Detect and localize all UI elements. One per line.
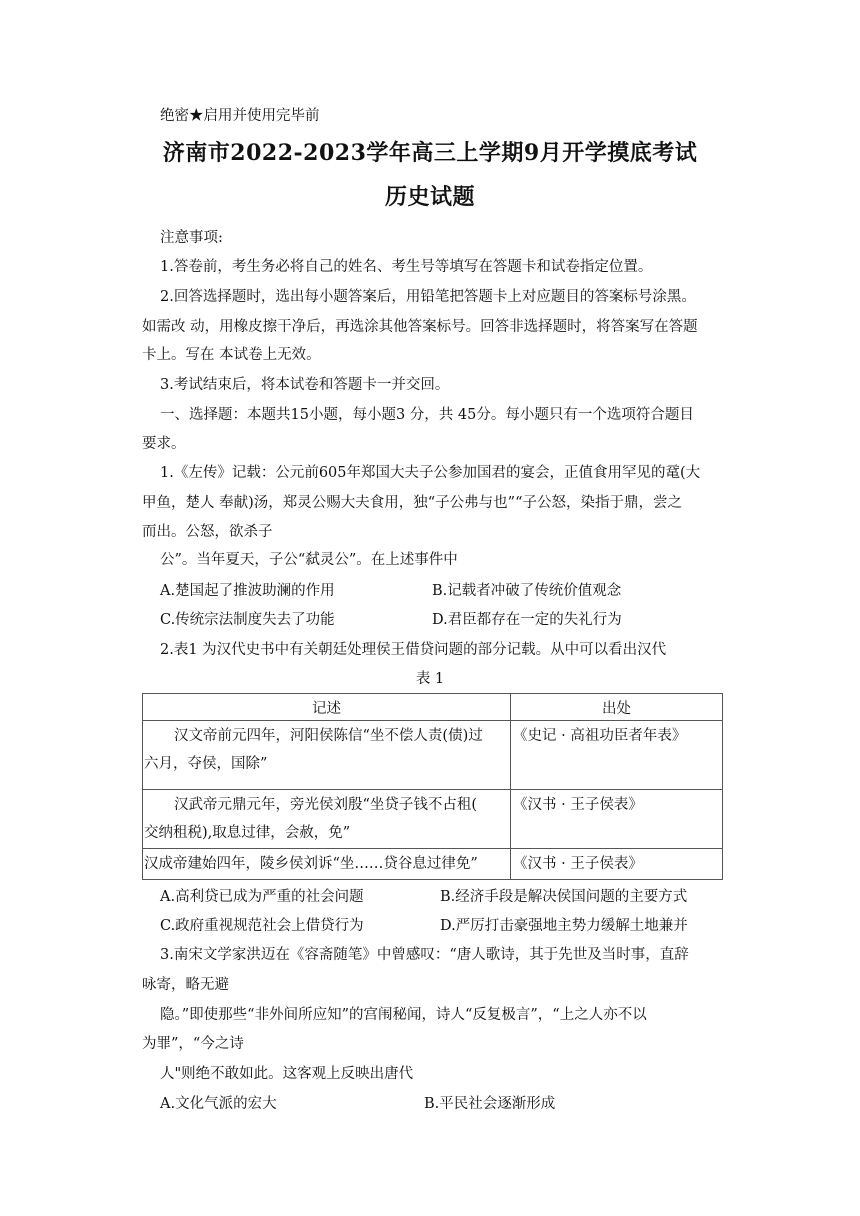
record-text-line-1: 汉文帝前元四年，河阳侯陈信“坐不偿人责(债)过: [174, 728, 483, 744]
question-3-line-2: 咏寄，略无避: [142, 977, 229, 993]
table-row: [143, 721, 723, 790]
notes-heading: 注意事项:: [160, 230, 223, 246]
question-1-line-2: 甲鱼，楚人 奉献)汤，郑灵公赐大夫食用，独“子公弗与也”“子公怒，染指于鼎，尝之: [142, 495, 683, 511]
table-header-row: [143, 694, 723, 721]
note-3: 3.考试结束后，将本试卷和答题卡一并交回。: [160, 377, 450, 393]
question-2-option-b: B.经济手段是解决侯国问题的主要方式: [440, 889, 688, 905]
question-2-stem: 2.表1 为汉代史书中有关朝廷处理侯王借贷问题的部分记载。从中可以看出汉代: [160, 642, 667, 658]
note-1: 1.答卷前，考生务必将自己的姓名、考生号等填写在答题卡和试卷指定位置。: [160, 259, 653, 275]
section-heading-line-2: 要求。: [142, 436, 186, 452]
table-cell-source: [511, 790, 723, 849]
table-cell-record: [143, 849, 511, 880]
record-text-line-1: 汉武帝元鼎元年，旁光侯刘殷“坐贷子钱不占租(: [174, 797, 478, 813]
question-3-line-4: 为罪”，“今之诗: [142, 1036, 244, 1052]
source-text: 《汉书 · 王子侯表》: [513, 856, 643, 872]
question-1-option-d: D.君臣都存在一定的失礼行为: [432, 612, 622, 628]
loan-records-table: [142, 693, 723, 880]
record-text-line-1: 汉成帝建始四年，陵乡侯刘诉“坐……贷谷息过律免”: [144, 856, 478, 872]
question-2-option-a: A.高利贷已成为严重的社会问题: [160, 889, 364, 905]
question-1-option-b: B.记载者冲破了传统价值观念: [432, 583, 622, 599]
source-text: 《史记 · 高祖功臣者年表》: [513, 728, 687, 744]
question-1-line-1: 1.《左传》记载：公元前605年郑国大夫子公参加国君的宴会，正值食用罕见的鼋(大: [160, 465, 701, 481]
table-cell-source: [511, 849, 723, 880]
section-heading-line-1: 一、选择题：本题共15小题，每小题3 分，共 45分。每小题只有一个选项符合题目: [160, 407, 694, 423]
table-row: [143, 849, 723, 880]
source-text: 《汉书 · 王子侯表》: [513, 797, 643, 813]
exam-subject: 历史试题: [384, 184, 475, 210]
question-3-line-1: 3.南宋文学家洪迈在《容斋随笔》中曾感叹：“唐人歌诗，其于先世及当时事，直辞: [160, 947, 689, 963]
table-row: [143, 790, 723, 849]
note-2-line-3: 卡上。写在 本试卷上无效。: [142, 347, 321, 363]
table-cell-record: [143, 790, 511, 849]
question-1-option-a: A.楚国起了推波助澜的作用: [160, 583, 335, 599]
table-cell-record: [143, 721, 511, 790]
question-1-line-4: 公”。当年夏天，子公“弑灵公”。在上述事件中: [160, 552, 458, 568]
exam-title: 济南市2022-2023学年高三上学期9月开学摸底考试: [162, 140, 698, 166]
confidential-mark: 绝密★启用并使用完毕前: [160, 108, 320, 124]
question-3-option-a: A.文化气派的宏大: [160, 1096, 277, 1112]
table-caption: 表 1: [415, 671, 445, 687]
question-1-option-c: C.传统宗法制度失去了功能: [160, 612, 335, 628]
question-3-line-3: 隐。”即使那些“非外间所应知”的宫闱秘闻，诗人“反复极言”，“上之人亦不以: [160, 1007, 647, 1023]
note-2-line-1: 2.回答选择题时，选出每小题答案后，用铅笔把答题卡上对应题目的答案标号涂黑。: [160, 289, 696, 305]
question-2-option-d: D.严厉打击豪强地主势力缓解土地兼并: [440, 918, 688, 934]
record-text-line-2: 六月，夺侯，国除”: [144, 756, 268, 772]
table-cell-source: [511, 721, 723, 790]
record-text-line-2: 交纳租税),取息过律，会赦，免”: [144, 825, 351, 841]
table-header-source: 出处: [511, 694, 723, 721]
table-header-record: 记述: [143, 694, 511, 721]
question-1-line-3: 而出。公怒，欲杀子: [142, 524, 273, 540]
note-2-line-2: 如需改 动，用橡皮擦干净后，再选涂其他答案标号。回答非选择题时，将答案写在答题: [142, 319, 698, 335]
question-3-option-b: B.平民社会逐渐形成: [424, 1096, 556, 1112]
question-2-option-c: C.政府重视规范社会上借贷行为: [160, 918, 364, 934]
question-3-line-5: 人"则绝不敢如此。这客观上反映出唐代: [160, 1066, 414, 1082]
